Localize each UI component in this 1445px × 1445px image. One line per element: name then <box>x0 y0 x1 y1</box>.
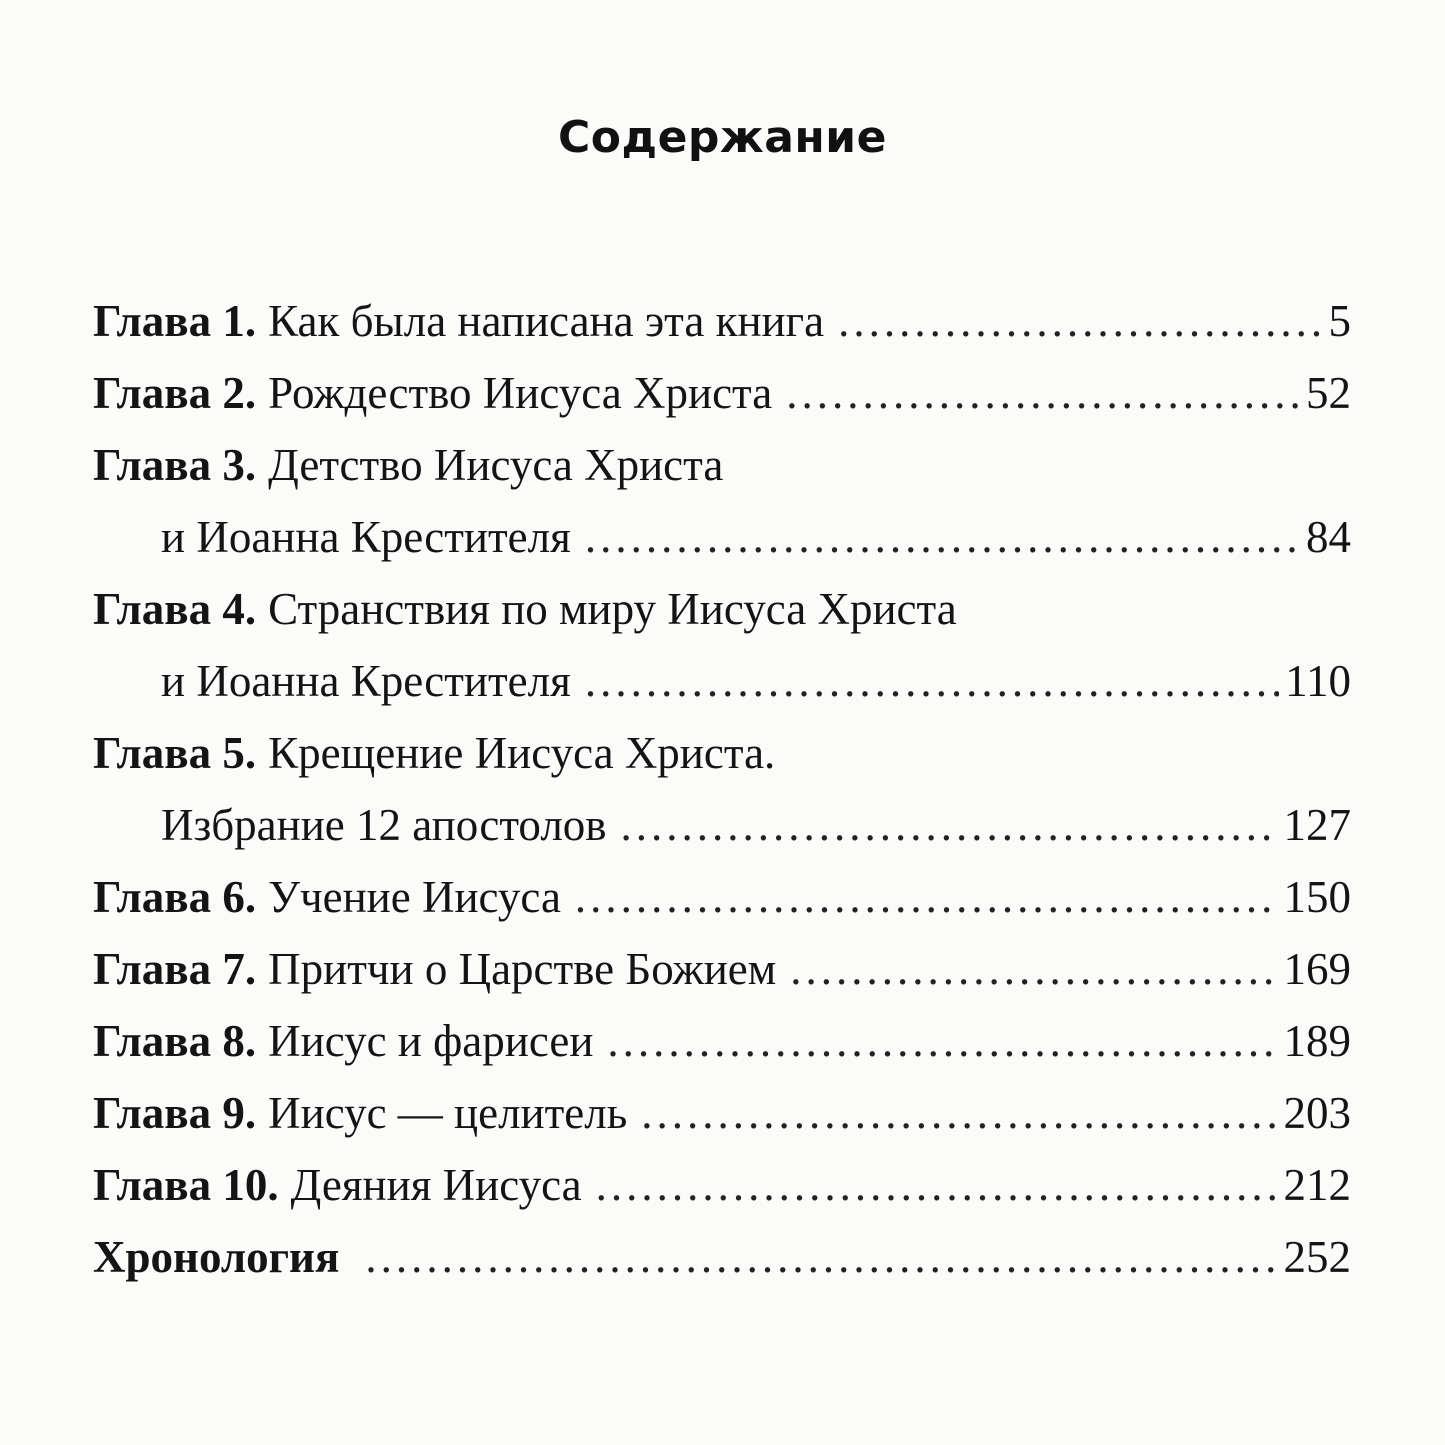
dot-leader <box>585 501 1300 573</box>
dot-leader <box>790 933 1277 1005</box>
page-number: 5 <box>1328 296 1351 346</box>
page-heading: Содержание <box>558 112 887 163</box>
page-number: 150 <box>1283 872 1351 922</box>
chapter-label: Глава 9. <box>93 1088 257 1138</box>
chapter-label: Глава 6. <box>93 872 257 922</box>
toc-entry-line <box>93 1221 1351 1293</box>
toc-entry-line <box>93 1077 1351 1149</box>
chapter-label: Глава 4. <box>93 584 257 634</box>
chapter-label: Глава 10. <box>93 1160 279 1210</box>
chapter-label: Глава 2. <box>93 368 257 418</box>
dot-leader <box>838 285 1322 357</box>
page-number: 110 <box>1285 656 1351 706</box>
toc-entry-line <box>93 501 1351 573</box>
page-number: 52 <box>1306 368 1351 418</box>
chapter-title: Учение Иисуса <box>268 872 561 922</box>
toc-entry-line <box>93 429 1351 501</box>
page-number: 252 <box>1283 1232 1351 1282</box>
chapter-title: Как была написана эта книга <box>268 296 825 346</box>
toc-entry-line <box>93 1005 1351 1077</box>
page-number: 203 <box>1283 1088 1351 1138</box>
dot-leader <box>575 861 1278 933</box>
chapter-label: Глава 3. <box>93 440 257 490</box>
chapter-title: Притчи о Царстве Божием <box>268 944 777 994</box>
dot-leader <box>607 1005 1277 1077</box>
chapter-label: Глава 1. <box>93 296 257 346</box>
toc-entry-line <box>93 285 1351 357</box>
toc-entry-line <box>93 357 1351 429</box>
dot-leader <box>596 1149 1278 1221</box>
chapter-title: Странствия по миру Иисуса Христа <box>268 584 957 634</box>
dot-leader <box>365 1221 1277 1293</box>
toc-entry-line <box>93 645 1351 717</box>
chapter-title: Деяния Иисуса <box>290 1160 582 1210</box>
page-number: 189 <box>1283 1016 1351 1066</box>
dot-leader <box>786 357 1300 429</box>
toc-entry-line <box>93 1149 1351 1221</box>
table-of-contents <box>93 285 1351 1293</box>
chapter-label: Хронология <box>93 1232 340 1282</box>
chapter-title: Иисус — целитель <box>268 1088 628 1138</box>
chapter-title: Крещение Иисуса Христа. <box>268 728 776 778</box>
page-number: 212 <box>1283 1160 1351 1210</box>
toc-entry-line <box>93 573 1351 645</box>
chapter-label: Глава 7. <box>93 944 257 994</box>
toc-entry-line <box>93 933 1351 1005</box>
chapter-title: Иисус и фарисеи <box>268 1016 594 1066</box>
chapter-label: Глава 5. <box>93 728 257 778</box>
chapter-label: Глава 8. <box>93 1016 257 1066</box>
chapter-title: Детство Иисуса Христа <box>268 440 724 490</box>
page-number: 127 <box>1283 800 1351 850</box>
chapter-title: и Иоанна Крестителя <box>161 656 571 706</box>
chapter-title: Избрание 12 апостолов <box>161 800 607 850</box>
chapter-title: Рождество Иисуса Христа <box>268 368 773 418</box>
toc-entry-line <box>93 861 1351 933</box>
toc-entry-line <box>93 717 1351 789</box>
dot-leader <box>585 645 1279 717</box>
page-number: 84 <box>1306 512 1351 562</box>
dot-leader <box>621 789 1278 861</box>
dot-leader <box>641 1077 1277 1149</box>
chapter-title: и Иоанна Крестителя <box>161 512 571 562</box>
page-number: 169 <box>1283 944 1351 994</box>
toc-entry-line <box>93 789 1351 861</box>
